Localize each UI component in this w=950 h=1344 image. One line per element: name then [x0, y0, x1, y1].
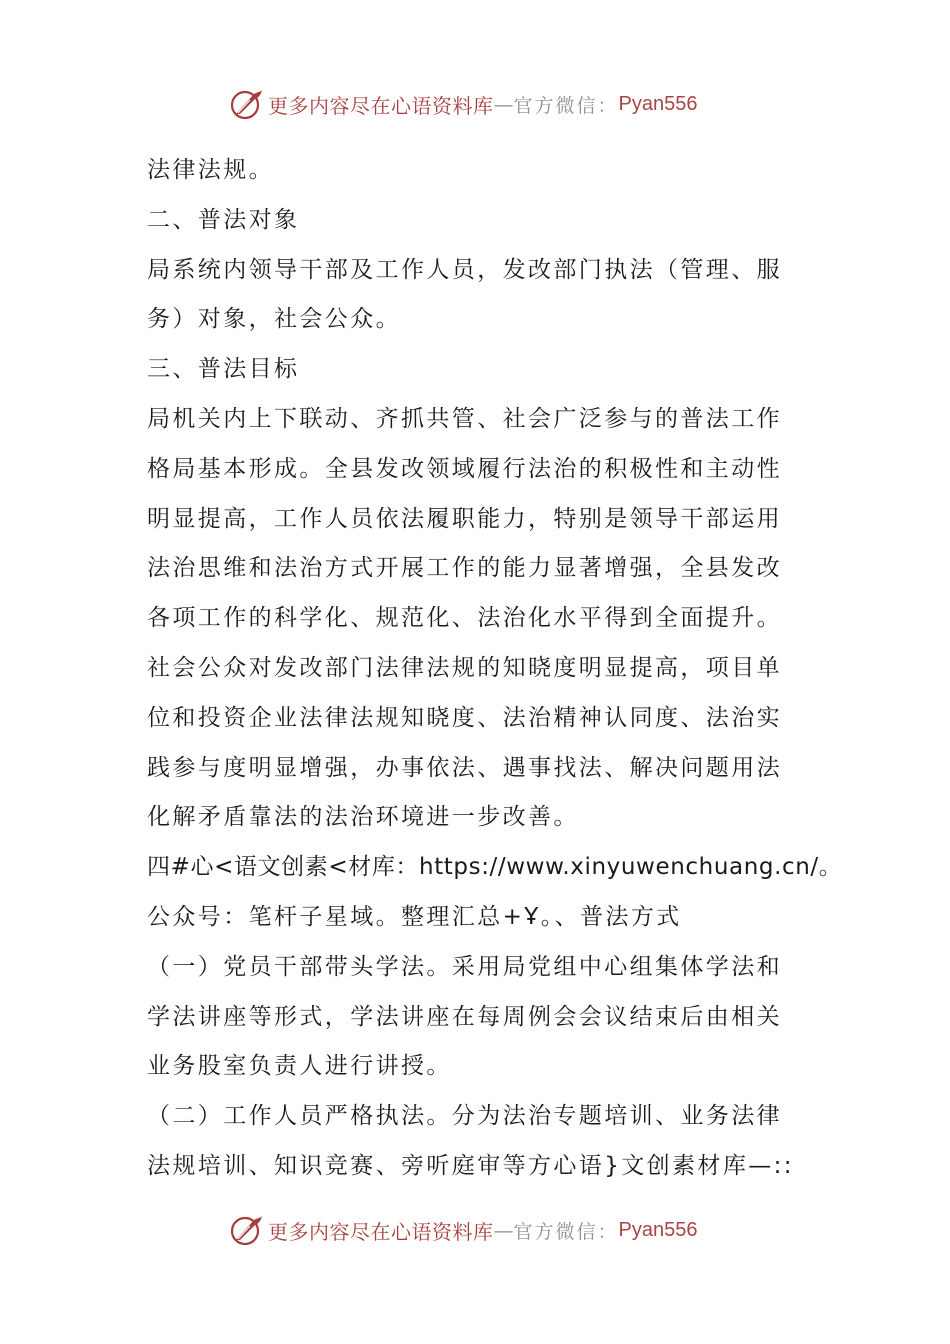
- banner-wechat-account: Pyan556: [618, 1218, 698, 1241]
- text-line: 社会公众对发改部门法律法规的知晓度明显提高，项目单: [147, 654, 782, 681]
- quill-logo-icon: [228, 86, 264, 122]
- banner-wechat-account: Pyan556: [618, 92, 698, 115]
- text-line: （一）党员干部带头学法。采用局党组中心组集体学法和: [147, 953, 782, 980]
- text-line: 各项工作的科学化、规范化、法治化水平得到全面提升。: [147, 605, 782, 632]
- banner-brand-text: 更多内容尽在心语资料库: [268, 93, 494, 118]
- text-line: 公众号：笔杆子星域。整理汇总+Ұ。、普法方式: [147, 903, 682, 930]
- text-line: 化解矛盾靠法的法治环境进一步改善。: [147, 804, 579, 831]
- text-line: 局系统内领导干部及工作人员，发改部门执法（管理、服: [147, 256, 782, 283]
- banner-wechat-label: 官方微信：: [513, 94, 619, 117]
- document-body: [147, 146, 843, 1192]
- section-heading: 二、普法对象: [147, 206, 300, 233]
- banner-brand-text: 更多内容尽在心语资料库: [268, 1219, 494, 1244]
- footer-watermark-banner: [228, 1210, 697, 1250]
- text-line: 法规培训、知识竞赛、旁听庭审等方心语}文创素材库—::: [147, 1152, 794, 1179]
- text-line: 明显提高，工作人员依法履职能力，特别是领导干部运用: [147, 505, 782, 532]
- text-line: 格局基本形成。全县发改领域履行法治的积极性和主动性: [147, 455, 782, 482]
- header-watermark-banner: [228, 84, 697, 124]
- text-line: （二）工作人员严格执法。分为法治专题培训、业务法律: [147, 1103, 782, 1130]
- section-heading: 三、普法目标: [147, 356, 300, 383]
- text-line-with-url: 四#心<语文创素<材库：https://www.xinyuwenchuang.cn/。: [147, 854, 843, 881]
- text-line: 学法讲座等形式，学法讲座在每周例会会议结束后由相关: [147, 1003, 782, 1030]
- quill-logo-icon: [228, 1212, 264, 1248]
- text-line: 务）对象，社会公众。: [147, 306, 401, 333]
- text-line: 位和投资企业法律法规知晓度、法治精神认同度、法治实: [147, 704, 782, 731]
- banner-dash: —: [493, 92, 514, 116]
- text-line: 践参与度明显增强，办事依法、遇事找法、解决问题用法: [147, 754, 782, 781]
- text-line: 业务股室负责人进行讲授。: [147, 1053, 452, 1080]
- banner-dash: —: [493, 1218, 514, 1242]
- text-line: 局机关内上下联动、齐抓共管、社会广泛参与的普法工作: [147, 405, 782, 432]
- banner-wechat-label: 官方微信：: [513, 1220, 619, 1243]
- text-line: 法治思维和法治方式开展工作的能力显著增强，全县发改: [147, 555, 782, 582]
- text-line: 法律法规。: [147, 157, 274, 183]
